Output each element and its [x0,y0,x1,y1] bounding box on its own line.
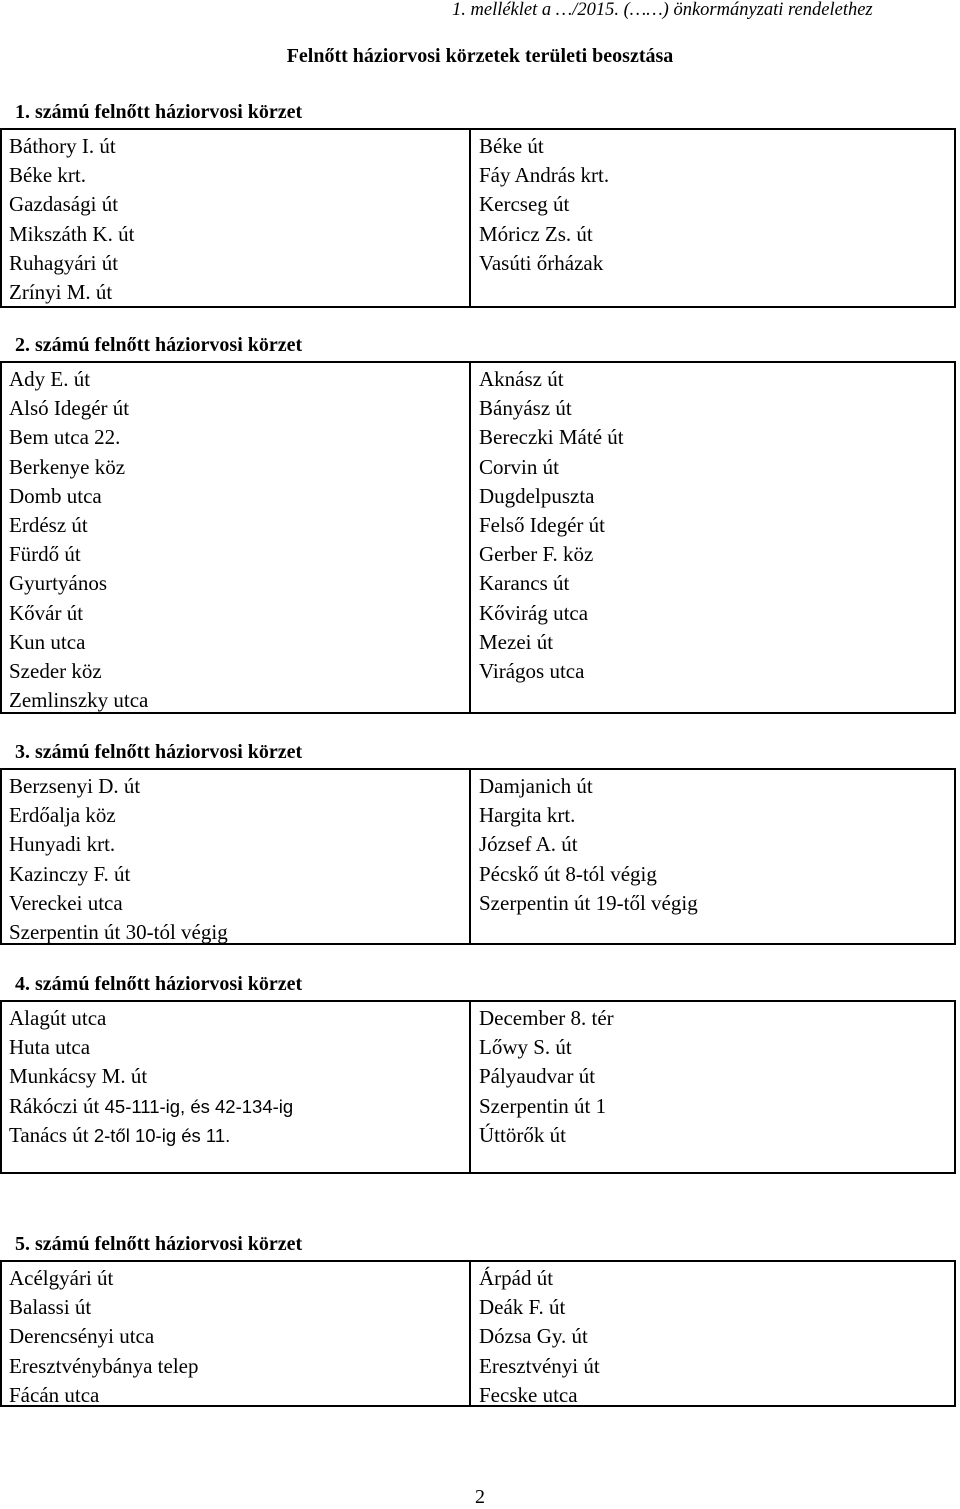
street-name: Kővirág utca [479,600,589,625]
street-name: Gerber F. köz [479,542,594,567]
street-name: Béke krt. [9,163,86,188]
header-note: 1. melléklet a …/2015. (……) önkormányzati rendelethez [452,0,873,20]
district-1-left-column [2,130,471,306]
page-title: Felnőtt háziorvosi körzetek területi beosztása [286,45,674,67]
street-name: Domb utca [9,483,102,508]
street-name: Balassi út [9,1295,92,1320]
street-name: József A. út [479,832,578,857]
street-name: Hargita krt. [479,803,576,828]
district-1-right-column [471,130,954,306]
street-name: Acélgyári út [9,1266,114,1290]
street-name-part: Tanács út [9,1122,94,1147]
district-5-heading: 5. számú felnőtt háziorvosi körzet [15,1233,303,1255]
street-name: Pécskő út 8-tól végig [479,861,657,886]
street-name: Huta utca [9,1035,91,1060]
street-name: December 8. tér [479,1006,614,1030]
page-number: 2 [475,1486,485,1508]
district-2-right-column [471,363,954,712]
street-name: Kazinczy F. út [9,861,131,886]
street-name: Kercseg út [479,192,570,217]
district-4-heading: 4. számú felnőtt háziorvosi körzet [15,973,303,995]
street-name: Ruhagyári út [9,250,119,275]
street-name: Szerpentin út 19-től végig [479,890,698,915]
district-1-table [0,128,956,308]
district-3-left-column [2,770,471,943]
street-name: Ady E. út [9,367,91,391]
street-name: Vereckei utca [9,890,123,915]
street-name: Erdész út [9,512,88,537]
street-name: Vasúti őrházak [479,250,604,275]
street-name: Karancs út [479,571,570,596]
street-name-part: Rákóczi út [9,1093,105,1118]
district-3-right-column [471,770,954,943]
street-name: Munkácsy M. út [9,1064,148,1089]
street-name: Berzsenyi D. út [9,774,141,798]
district-5-right-column [471,1262,954,1405]
street-name [9,1092,469,1121]
street-name: Zemlinszky utca [9,688,149,713]
street-name: Kővár út [9,600,84,625]
district-2-left-column [2,363,471,712]
street-name: Pályaudvar út [479,1064,596,1089]
street-name: Eresztvényi út [479,1353,600,1378]
street-name: Árpád út [479,1266,554,1290]
street-name: Deák F. út [479,1295,566,1320]
street-name: Móricz Zs. út [479,221,593,246]
street-name: Alagút utca [9,1006,107,1030]
street-name: Bem utca 22. [9,425,121,450]
street-name: Fácán utca [9,1382,100,1407]
district-5-left-column [2,1262,471,1405]
street-name: Fecske utca [479,1382,578,1407]
district-2-table [0,361,956,714]
street-name: Szeder köz [9,658,102,683]
district-3-heading: 3. számú felnőtt háziorvosi körzet [15,741,303,763]
street-name: Bányász út [479,396,572,421]
street-name: Szerpentin út 1 [479,1093,607,1118]
street-name: Hunyadi krt. [9,832,116,857]
street-range: 45-111-ig, és 42-134-ig [104,1095,294,1117]
street-name: Gyurtyános [9,571,107,596]
street-name: Dugdelpuszta [479,483,595,508]
street-name: Aknász út [479,367,564,391]
street-name: Béke út [479,134,544,158]
street-name: Szerpentin út 30-tól végig [9,919,228,944]
street-name: Fürdő út [9,542,81,567]
street-range: 2-től 10-ig és 11. [93,1124,231,1146]
street-name: Zrínyi M. út [9,279,113,304]
street-name: Damjanich út [479,774,593,798]
street-name: Gazdasági út [9,192,119,217]
street-name: Báthory I. út [9,134,116,158]
street-name: Úttörők út [479,1122,566,1147]
district-2-heading: 2. számú felnőtt háziorvosi körzet [15,334,303,356]
district-4-right-column [471,1002,954,1172]
street-name: Dózsa Gy. út [479,1324,588,1349]
street-name: Berkenye köz [9,454,126,479]
district-3-table [0,768,956,945]
street-name: Fáy András krt. [479,163,610,188]
street-name: Felső Idegér út [479,512,605,537]
street-name: Lőwy S. út [479,1035,572,1060]
street-name: Kun utca [9,629,86,654]
street-name: Erdőalja köz [9,803,116,828]
street-name: Derencsényi utca [9,1324,155,1349]
street-name: Alsó Idegér út [9,396,130,421]
district-5-table [0,1260,956,1407]
street-name: Eresztvénybánya telep [9,1353,199,1378]
street-name: Virágos utca [479,658,585,683]
street-name: Mezei út [479,629,554,654]
street-name: Bereczki Máté út [479,425,624,450]
street-name: Corvin út [479,454,559,479]
district-4-left-column [2,1002,471,1172]
district-4-table [0,1000,956,1174]
district-1-heading: 1. számú felnőtt háziorvosi körzet [15,101,303,123]
street-name [9,1121,469,1150]
street-name: Mikszáth K. út [9,221,135,246]
